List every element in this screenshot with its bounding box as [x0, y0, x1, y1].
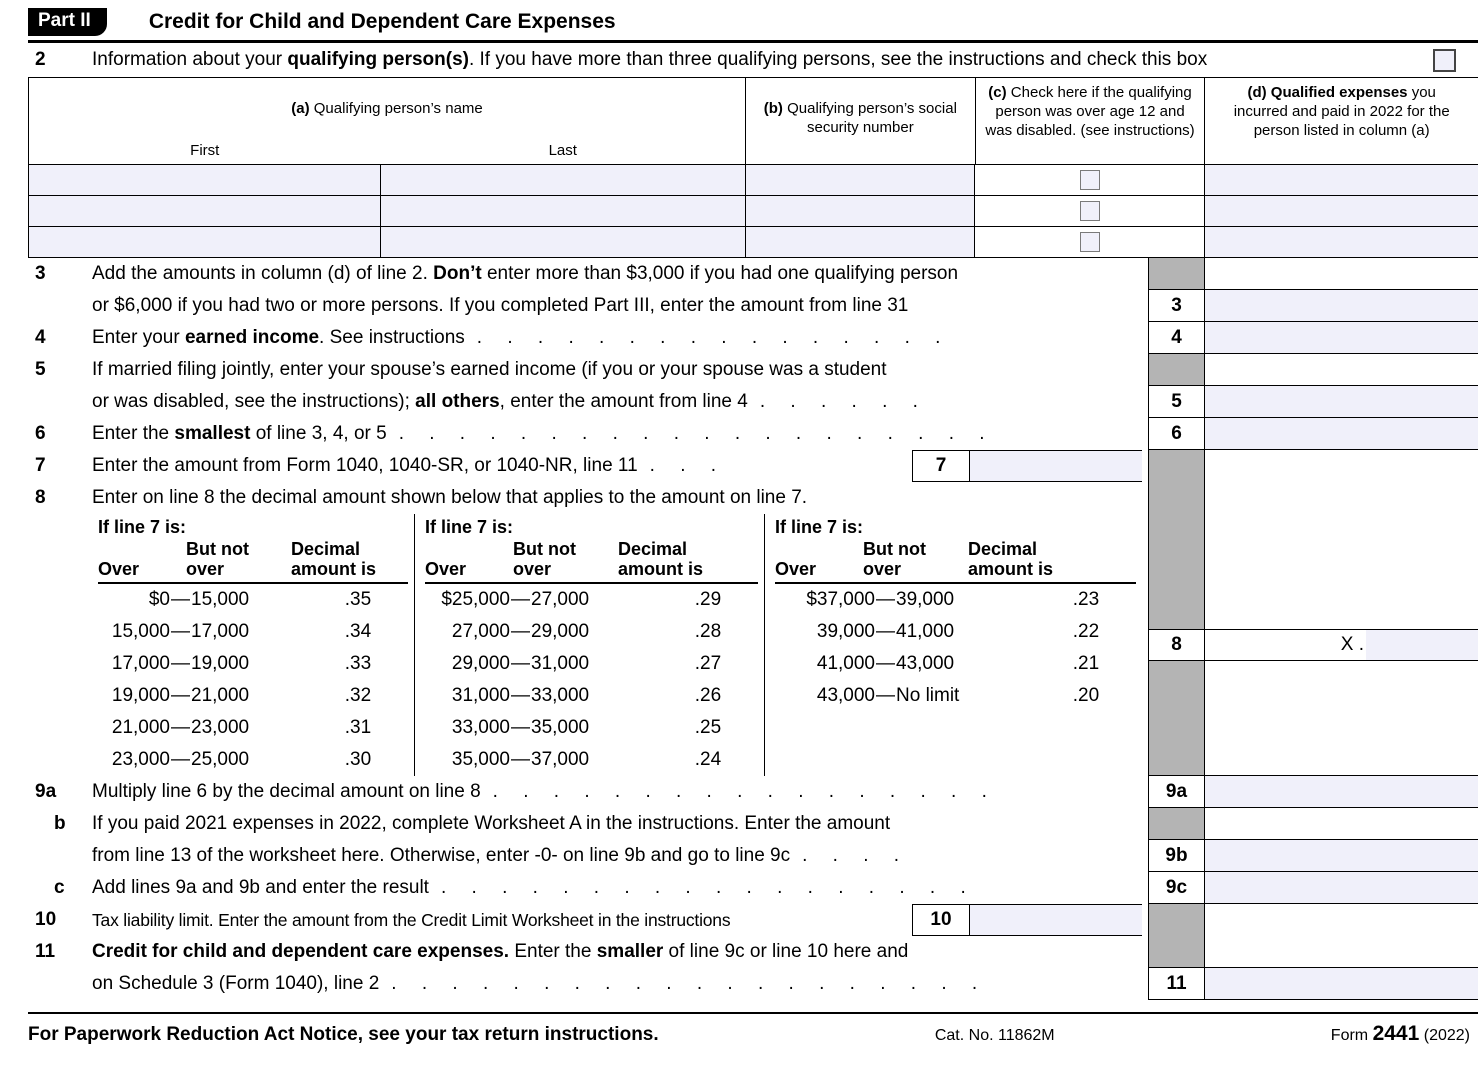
line9c-text: Add lines 9a and 9b and enter the result: [92, 877, 429, 898]
blank-cell: [1205, 904, 1478, 936]
decimal-row: 31,000 — 33,000 .26: [451, 685, 722, 706]
decimal-table: [92, 514, 1148, 776]
line4-amount-field[interactable]: [1205, 322, 1478, 354]
multiply-x-label: X .: [1340, 634, 1364, 655]
line7-number: 7: [35, 455, 46, 476]
line-3-row-2: [28, 290, 1478, 322]
dot-leader: . . . .: [802, 845, 900, 866]
line9c-box-number: 9c: [1148, 872, 1205, 904]
line-9b-row-2: [28, 840, 1478, 872]
line4-text: Enter your earned income. See instructions: [92, 327, 465, 348]
line3-text-1: Add the amounts in column (d) of line 2. Don’t enter more than $3,000 if you had one qualifying person: [92, 263, 959, 284]
shaded-cell: [1148, 661, 1205, 776]
over-header: Over: [425, 558, 467, 579]
shaded-cell: [1148, 514, 1205, 629]
decimal-row: 33,000 — 35,000 .25: [451, 717, 722, 738]
but-not-over-header: But not over: [863, 538, 926, 579]
line9b-text-2: from line 13 of the worksheet here. Otherwise, enter -0- on line 9b and go to line 9c: [92, 845, 791, 866]
person-disabled-checkbox[interactable]: [1080, 232, 1100, 252]
line9b-box-number: 9b: [1148, 840, 1205, 872]
line9b-text-1: If you paid 2021 expenses in 2022, complete Worksheet A in the instructions. Enter the amount: [92, 813, 891, 834]
col-c-header: (c) Check here if the qualifying person was over age 12 and was disabled. (see instructions): [976, 78, 1206, 164]
line4-number: 4: [35, 327, 46, 348]
more-than-three-persons-checkbox[interactable]: [1433, 49, 1456, 72]
shaded-cell: [1148, 354, 1205, 386]
decimal-table-group-3: [764, 514, 1142, 776]
line-5-row-2: [28, 386, 1478, 418]
person-qualified-expenses-field[interactable]: [1205, 227, 1478, 257]
decimal-row: 15,000 — 17,000 .34: [111, 621, 372, 642]
line11-number: 11: [35, 941, 56, 962]
but-not-over-header: But not over: [513, 538, 576, 579]
line3-number: 3: [35, 263, 46, 284]
dot-leader: . . . . . . . . . . . . . . . . . . . .: [398, 423, 985, 444]
line7-text: Enter the amount from Form 1040, 1040-SR, or 1040-NR, line 11: [92, 455, 638, 476]
blank-cell: [1205, 258, 1478, 290]
line2-number: 2: [35, 49, 46, 70]
if-line7-label: If line 7 is:: [98, 517, 187, 537]
line11-box-number: 11: [1148, 968, 1205, 1000]
decimal-row: 41,000 — 43,000 .21: [816, 653, 1100, 674]
line6-amount-field[interactable]: [1205, 418, 1478, 450]
line-4-row: [28, 322, 1478, 354]
line5-box-number: 5: [1148, 386, 1205, 418]
part-header: [28, 8, 1478, 43]
line3-text-2: or $6,000 if you had two or more persons. If you completed Part III, enter the amount from line 31: [92, 295, 909, 316]
decimal-row: $0 — 15,000 .35: [148, 589, 372, 610]
person-disabled-cell: [975, 165, 1205, 195]
decimal-row: $37,000 — 39,000 .23: [806, 589, 1100, 610]
person-qualified-expenses-field[interactable]: [1205, 165, 1478, 195]
line8-number: 8: [35, 487, 46, 508]
line-8-row: [28, 482, 1478, 514]
line10-amount-field[interactable]: [969, 904, 1142, 936]
person-row: [29, 226, 1478, 257]
line-11-row-1: [28, 936, 1478, 968]
person-row: [29, 195, 1478, 226]
line-3-row-1: [28, 258, 1478, 290]
line-7-row: [28, 450, 1478, 482]
line-2: [28, 43, 1478, 77]
line8-decimal-field[interactable]: [1366, 630, 1478, 660]
if-line7-label: If line 7 is:: [425, 517, 514, 537]
line6-number: 6: [35, 423, 46, 444]
line-9b-row-1: [28, 808, 1478, 840]
over-header: Over: [775, 558, 817, 579]
shaded-cell: [1148, 904, 1205, 936]
decimal-table-row: [28, 514, 1478, 776]
person-disabled-cell: [975, 227, 1205, 257]
decimal-amount-header: Decimal amount is: [618, 538, 704, 579]
dot-leader: . . . . . . . . . . . . . . . . . . . .: [391, 973, 978, 994]
qualifying-persons-table: [28, 77, 1478, 258]
decimal-row: 23,000 — 25,000 .30: [111, 749, 372, 770]
line3-box-number: 3: [1148, 290, 1205, 322]
decimal-row: 21,000 — 23,000 .31: [111, 717, 372, 738]
col-a-header: (a) Qualifying person’s name First Last: [29, 78, 746, 164]
person-first-name-field[interactable]: [29, 165, 381, 195]
decimal-amount-header: Decimal amount is: [968, 538, 1054, 579]
decimal-row: 39,000 — 41,000 .22: [816, 621, 1100, 642]
person-last-name-field[interactable]: [381, 196, 746, 226]
decimal-row: 29,000 — 31,000 .27: [451, 653, 722, 674]
line-9c-row: [28, 872, 1478, 904]
shaded-cell: [1148, 482, 1205, 514]
blank-cell: [1205, 936, 1478, 968]
line8-text: Enter on line 8 the decimal amount shown below that applies to the amount on line 7.: [92, 487, 808, 508]
col-b-header: (b) Qualifying person’s social security number: [746, 78, 976, 164]
person-last-name-field[interactable]: [381, 227, 746, 257]
line10-box-number: 10: [912, 904, 969, 936]
line6-text: Enter the smallest of line 3, 4, or 5: [92, 423, 387, 444]
line10-number: 10: [35, 909, 57, 930]
person-row: [29, 164, 1478, 195]
line-10-row: [28, 904, 1478, 936]
person-first-name-field[interactable]: [29, 227, 381, 257]
decimal-table-group-2: [414, 514, 764, 776]
line3-amount-field[interactable]: [1205, 290, 1478, 322]
line9c-amount-field[interactable]: [1205, 872, 1478, 904]
decimal-row: 19,000 — 21,000 .32: [111, 685, 372, 706]
persons-table-header: [29, 78, 1478, 164]
decimal-table-group-1: [92, 514, 414, 776]
dot-leader: . . . . . . . . . . . . . . . . . .: [440, 877, 966, 898]
line10-text: Tax liability limit. Enter the amount from the Credit Limit Worksheet in the instructions: [92, 909, 731, 930]
form-lines: [28, 258, 1478, 1000]
dot-leader: . . .: [649, 455, 717, 476]
blank-cell: [1205, 661, 1478, 776]
line2-text: Information about your qualifying person(s). If you have more than three qualifying persons, see the instructions and check this box: [92, 49, 1208, 70]
person-ssn-field[interactable]: [746, 227, 976, 257]
line11-text-1: Credit for child and dependent care expenses. Enter the smaller of line 9c or line 10 here and: [92, 941, 909, 962]
shaded-cell: [1148, 808, 1205, 840]
dot-leader: . . . . . .: [759, 391, 918, 412]
form-id: Form 2441 (2022): [1330, 1022, 1470, 1045]
over-header: Over: [98, 558, 140, 579]
line9a-amount-field[interactable]: [1205, 776, 1478, 808]
line-9a-row: [28, 776, 1478, 808]
line-6-row: [28, 418, 1478, 450]
last-name-column-label: Last: [548, 142, 577, 160]
decimal-amount-header: Decimal amount is: [291, 538, 377, 579]
line6-box-number: 6: [1148, 418, 1205, 450]
decimal-row: $25,000 — 27,000 .29: [441, 589, 722, 610]
line-11-row-2: [28, 968, 1478, 1000]
line5-amount-field[interactable]: [1205, 386, 1478, 418]
person-last-name-field[interactable]: [381, 165, 746, 195]
line9b-number: b: [54, 813, 66, 834]
decimal-row: 35,000 — 37,000 .24: [451, 749, 722, 770]
line11-text-2: on Schedule 3 (Form 1040), line 2: [92, 973, 380, 994]
line4-box-number: 4: [1148, 322, 1205, 354]
col-d-header: (d) Qualified expenses you incurred and paid in 2022 for the person listed in column (a): [1233, 84, 1450, 139]
blank-cell: [1205, 482, 1478, 514]
line5-number: 5: [35, 359, 46, 380]
decimal-row: 27,000 — 29,000 .28: [451, 621, 722, 642]
line7-amount-field[interactable]: [969, 450, 1142, 482]
line9b-amount-field[interactable]: [1205, 840, 1478, 872]
first-name-column-label: First: [190, 142, 220, 160]
line9a-number: 9a: [35, 781, 57, 802]
part-ii-badge: Part II: [28, 8, 107, 36]
dot-leader: . . . . . . . . . . . . . . . . .: [492, 781, 987, 802]
line11-amount-field[interactable]: [1205, 968, 1478, 1000]
line9a-text: Multiply line 6 by the decimal amount on line 8: [92, 781, 481, 802]
person-disabled-checkbox[interactable]: [1080, 201, 1100, 221]
paperwork-reduction-notice: For Paperwork Reduction Act Notice, see your tax return instructions.: [28, 1024, 659, 1045]
line5-text-1: If married filing jointly, enter your spouse’s earned income (if you or your spouse was a student: [92, 359, 887, 380]
line8-entry-cell: [1205, 630, 1478, 660]
catalog-number: Cat. No. 11862M: [934, 1027, 1055, 1044]
line-5-row-1: [28, 354, 1478, 386]
blank-cell: [1205, 808, 1478, 840]
dot-leader: . . . . . . . . . . . . . . . .: [476, 327, 941, 348]
person-ssn-field[interactable]: [746, 196, 976, 226]
but-not-over-header: But not over: [186, 538, 249, 579]
line8-box-number: 8: [1148, 630, 1205, 660]
blank-cell: [1205, 450, 1478, 482]
blank-cell: [1205, 514, 1478, 629]
shaded-cell: [1148, 936, 1205, 968]
shaded-cell: [1148, 450, 1205, 482]
decimal-row: 43,000 — No limit .20: [816, 685, 1100, 706]
person-qualified-expenses-field[interactable]: [1205, 196, 1478, 226]
part-title: Credit for Child and Dependent Care Expenses: [148, 10, 616, 33]
line9c-number: c: [54, 877, 65, 898]
decimal-row: 17,000 — 19,000 .33: [111, 653, 372, 674]
shaded-cell: [1148, 258, 1205, 290]
if-line7-label: If line 7 is:: [775, 517, 864, 537]
line5-text-2: or was disabled, see the instructions); all others, enter the amount from line 4: [92, 391, 748, 412]
line7-box-number: 7: [912, 450, 969, 482]
person-ssn-field[interactable]: [746, 165, 976, 195]
person-disabled-cell: [975, 196, 1205, 226]
footer: [28, 1014, 1478, 1046]
line9a-box-number: 9a: [1148, 776, 1205, 808]
person-disabled-checkbox[interactable]: [1080, 170, 1100, 190]
blank-cell: [1205, 354, 1478, 386]
person-first-name-field[interactable]: [29, 196, 381, 226]
